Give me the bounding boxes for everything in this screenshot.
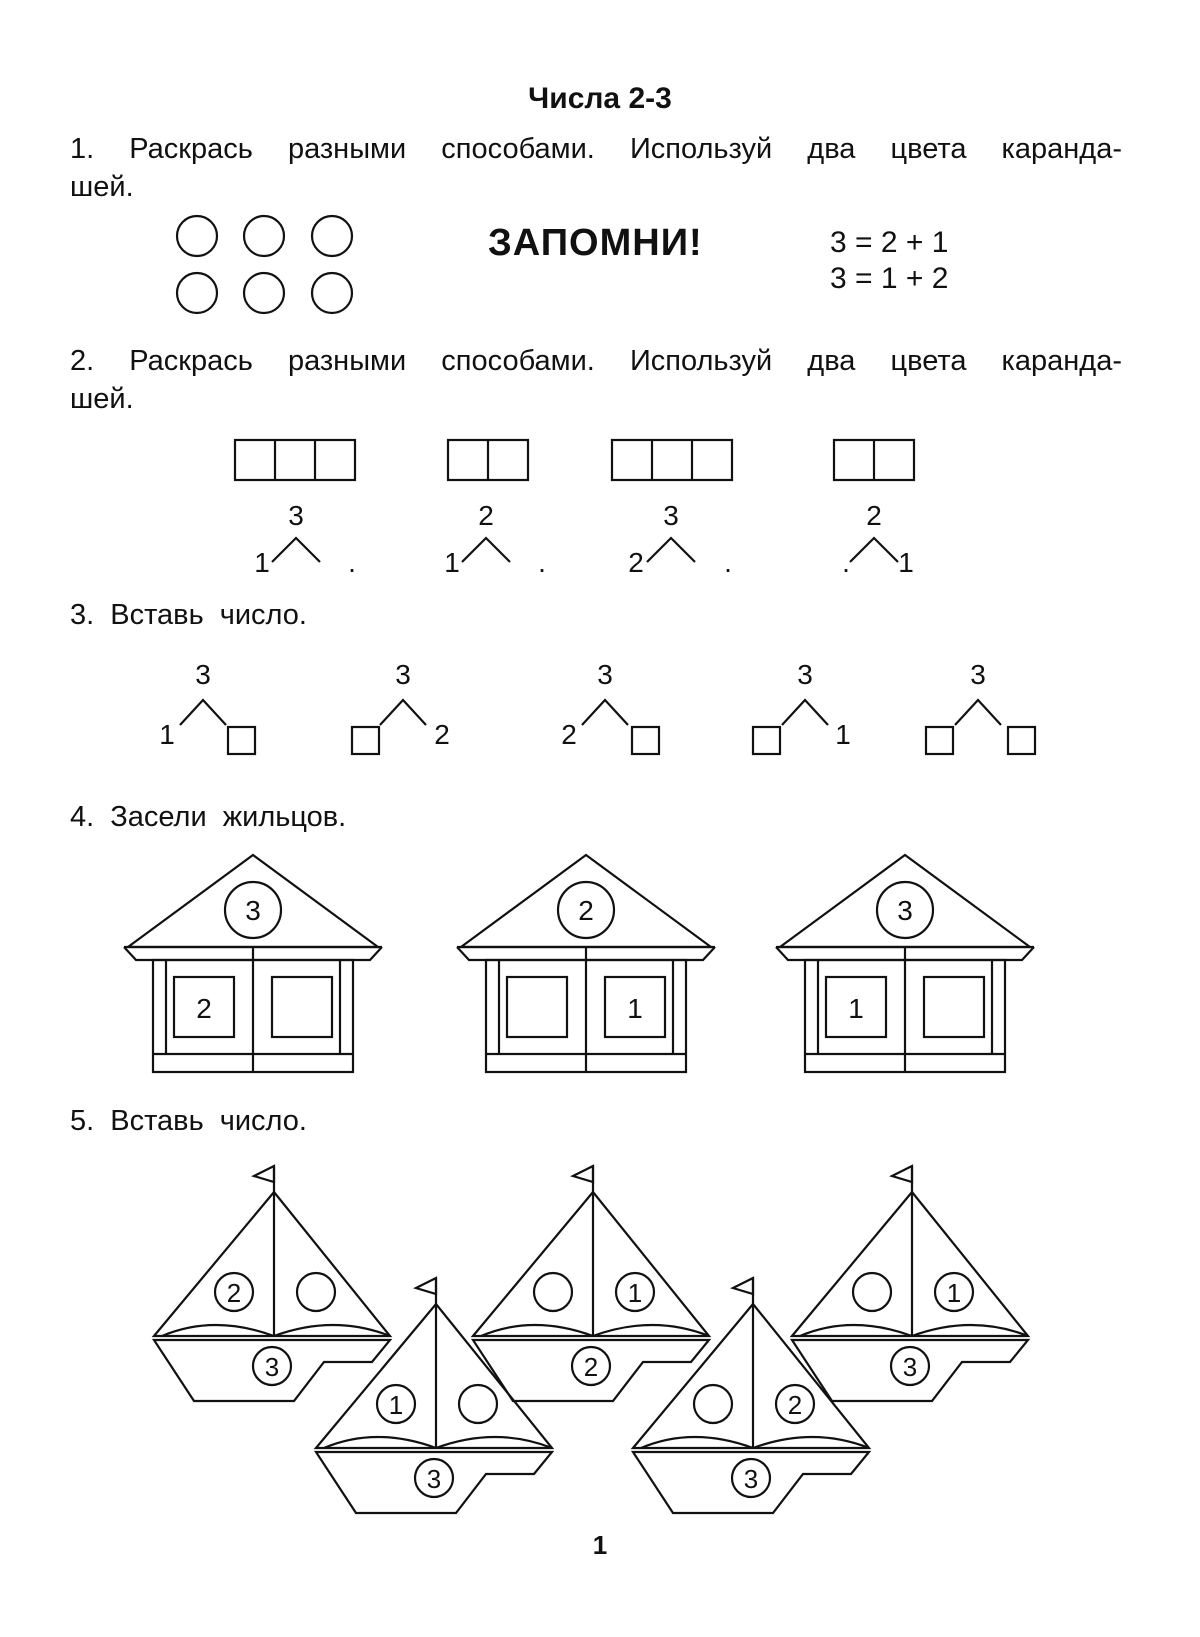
remember-heading: ЗАПОМНИ! bbox=[488, 222, 703, 264]
task1-circles bbox=[160, 205, 380, 325]
colorable-circle bbox=[244, 216, 284, 256]
equation-1: 3 = 2 + 1 bbox=[830, 226, 949, 259]
boat-sail-right: 2 bbox=[787, 1390, 803, 1420]
tree-left: . bbox=[842, 547, 850, 578]
boat-sail-right: 1 bbox=[627, 1278, 643, 1308]
task5-instruction: 5. Вставь число. bbox=[70, 1105, 307, 1137]
cell-strip bbox=[448, 440, 528, 480]
boat bbox=[473, 1166, 709, 1401]
house-roof-number: 3 bbox=[897, 895, 913, 926]
house-roof-number: 2 bbox=[578, 895, 594, 926]
task5-boats bbox=[0, 1150, 1200, 1520]
cell-strip bbox=[834, 440, 914, 480]
task1-instruction: 1. Раскрась разными способами. Используй два цвета каранда- bbox=[70, 133, 1122, 165]
tree-branches bbox=[850, 538, 898, 562]
boat bbox=[154, 1166, 390, 1401]
tree-left: 2 bbox=[561, 719, 577, 750]
tree-top: 3 bbox=[395, 659, 411, 690]
tree-top: 3 bbox=[970, 659, 986, 690]
task4-instruction: 4. Засели жильцов. bbox=[70, 801, 347, 833]
boat-hull: 3 bbox=[426, 1464, 442, 1494]
tree-top: 3 bbox=[663, 500, 679, 531]
boat-sail-right: 1 bbox=[946, 1278, 962, 1308]
house-window-right: 1 bbox=[627, 993, 643, 1024]
tree-branches bbox=[180, 700, 226, 725]
tree-right: . bbox=[348, 547, 356, 578]
house bbox=[124, 855, 382, 1072]
colorable-circle bbox=[177, 216, 217, 256]
colorable-circle bbox=[177, 273, 217, 313]
tree-top: 3 bbox=[797, 659, 813, 690]
answer-box bbox=[753, 727, 780, 754]
task4-houses bbox=[0, 840, 1200, 1080]
cell-strip bbox=[612, 440, 732, 480]
tree-top: 3 bbox=[195, 659, 211, 690]
task2-instruction-cont: шей. bbox=[70, 383, 134, 415]
tree-left: 1 bbox=[254, 547, 270, 578]
page-number: 1 bbox=[592, 1530, 608, 1560]
tree-branches bbox=[380, 700, 426, 725]
house-roof-number: 3 bbox=[245, 895, 261, 926]
boat-hull: 3 bbox=[743, 1464, 759, 1494]
cell-strip bbox=[235, 440, 355, 480]
task3-instruction: 3. Вставь число. bbox=[70, 599, 307, 631]
tree-right: . bbox=[724, 547, 732, 578]
page-title: Числа 2-3 bbox=[528, 82, 672, 115]
boat-hull: 3 bbox=[902, 1352, 918, 1382]
boat bbox=[792, 1166, 1028, 1401]
tree-left: 2 bbox=[628, 547, 644, 578]
tree-top: 2 bbox=[478, 500, 494, 531]
tree-branches bbox=[462, 538, 510, 562]
house-window-left: 1 bbox=[848, 993, 864, 1024]
tree-top: 3 bbox=[597, 659, 613, 690]
colorable-circle bbox=[312, 273, 352, 313]
tree-right: 1 bbox=[835, 719, 851, 750]
tree-left: 1 bbox=[159, 719, 175, 750]
tree-branches bbox=[955, 700, 1001, 725]
boat-hull: 3 bbox=[264, 1352, 280, 1382]
task1-instruction-cont: шей. bbox=[70, 171, 134, 203]
answer-box bbox=[632, 727, 659, 754]
answer-box bbox=[228, 727, 255, 754]
house bbox=[457, 855, 715, 1072]
equation-2: 3 = 1 + 2 bbox=[830, 262, 949, 295]
boat-hull: 2 bbox=[583, 1352, 599, 1382]
tree-left: 1 bbox=[444, 547, 460, 578]
tree-branches bbox=[582, 700, 628, 725]
task2-instruction: 2. Раскрась разными способами. Используй два цвета каранда- bbox=[70, 345, 1122, 377]
tree-branches bbox=[782, 700, 828, 725]
tree-right: 2 bbox=[434, 719, 450, 750]
house bbox=[776, 855, 1034, 1072]
tree-top: 3 bbox=[288, 500, 304, 531]
tree-branches bbox=[272, 538, 320, 562]
tree-top: 2 bbox=[866, 500, 882, 531]
boat-sail-left: 2 bbox=[226, 1278, 242, 1308]
house-window-left: 2 bbox=[196, 993, 212, 1024]
colorable-circle bbox=[312, 216, 352, 256]
boat-sail-left: 1 bbox=[388, 1390, 404, 1420]
answer-box bbox=[352, 727, 379, 754]
colorable-circle bbox=[244, 273, 284, 313]
answer-box bbox=[926, 727, 953, 754]
task2-groups bbox=[0, 420, 1200, 580]
tree-right: 1 bbox=[898, 547, 914, 578]
task3-trees bbox=[0, 640, 1200, 760]
tree-branches bbox=[647, 538, 695, 562]
tree-right: . bbox=[538, 547, 546, 578]
answer-box bbox=[1008, 727, 1035, 754]
